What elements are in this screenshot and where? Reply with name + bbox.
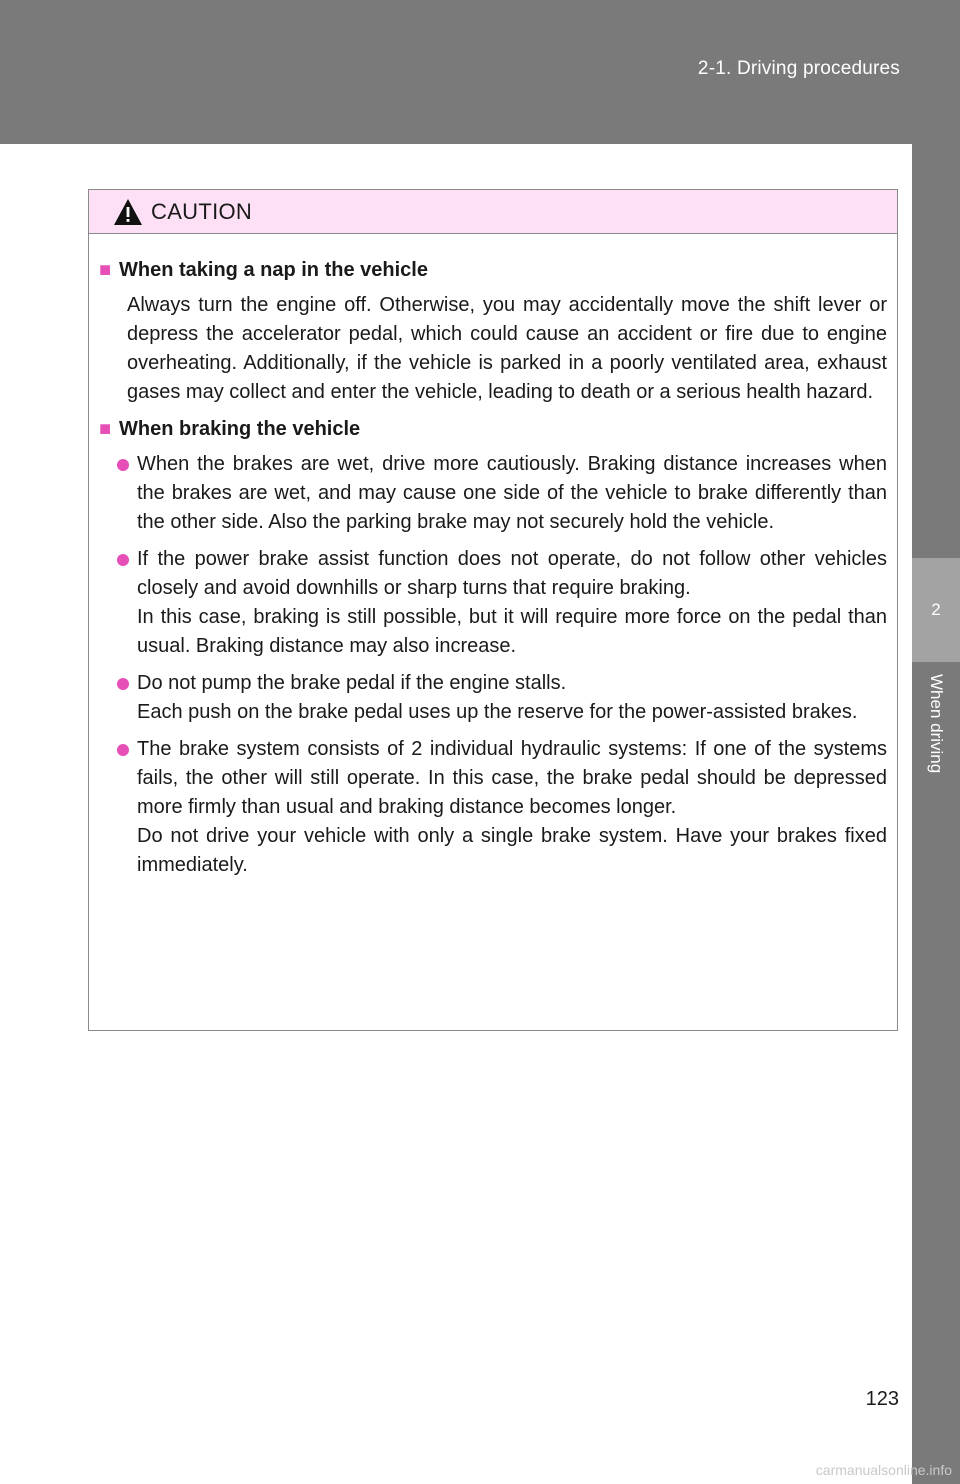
section-heading-text: When braking the vehicle: [119, 418, 361, 440]
list-item-text: [137, 450, 887, 537]
square-bullet-icon: ■: [99, 259, 112, 281]
section-heading: [99, 256, 887, 285]
list-item-line: In this case, braking is still possible, but it will require more force on the pedal than usual. Braking distance may also increase.: [137, 606, 887, 657]
circle-bullet-icon: [117, 554, 129, 566]
circle-bullet-icon: [117, 744, 129, 756]
caution-box: [88, 189, 898, 1031]
chapter-number: 2: [912, 558, 960, 662]
list-item-line: If the power brake assist function does not operate, do not follow other vehicles closely and avoid downhills or sharp turns that require braking.: [137, 548, 887, 599]
list-item-line: Do not drive your vehicle with only a single brake system. Have your brakes fixed immediately.: [137, 825, 887, 876]
list-item: [117, 450, 887, 537]
circle-bullet-icon: [117, 678, 129, 690]
list-item-line: Do not pump the brake pedal if the engine stalls.: [137, 672, 567, 694]
circle-bullet-icon: [117, 459, 129, 471]
list-item-text: [137, 545, 887, 661]
warning-triangle-icon: [113, 198, 143, 226]
square-bullet-icon: ■: [99, 418, 112, 440]
page-number: 123: [865, 1388, 899, 1410]
list-item: [117, 735, 887, 880]
caution-title: CAUTION: [151, 198, 253, 224]
section-heading-text: When taking a nap in the vehicle: [119, 259, 428, 281]
list-item-text: [137, 669, 887, 727]
section-title: 2-1. Driving procedures: [697, 58, 900, 79]
list-item-line: The brake system consists of 2 individual hydraulic systems: If one of the systems fails, the other will still operate. In this case, the brake pedal should be depressed more firmly than usual and braking distance becomes longer.: [137, 738, 887, 818]
side-tab: [912, 144, 960, 1484]
caution-header: [89, 190, 897, 234]
list-item-text: [137, 735, 887, 880]
list-item-line: Each push on the brake pedal uses up the reserve for the power-assisted brakes.: [137, 701, 858, 723]
list-item: [117, 669, 887, 727]
list-item-line: When the brakes are wet, drive more cautiously. Braking distance increases when the brakes are wet, and may cause one side of the vehicle to brake differently than the other side. Also the parking brake may not securely hold the vehicle.: [137, 453, 887, 533]
caution-content: [89, 234, 897, 880]
chapter-label: When driving: [927, 674, 946, 774]
watermark: carmanualsonline.info: [815, 1462, 952, 1478]
list-item: [117, 545, 887, 661]
section-paragraph: Always turn the engine off. Otherwise, you may accidentally move the shift lever or depress the accelerator pedal, which could cause an accident or fire due to engine overheating. Additionally, if the vehicle is parked in a poorly ventilated area, exhaust gases may collect and enter the vehicle, leading to death or a serious health hazard.: [127, 294, 887, 403]
page-header: [0, 0, 960, 144]
section-heading: [99, 415, 887, 444]
